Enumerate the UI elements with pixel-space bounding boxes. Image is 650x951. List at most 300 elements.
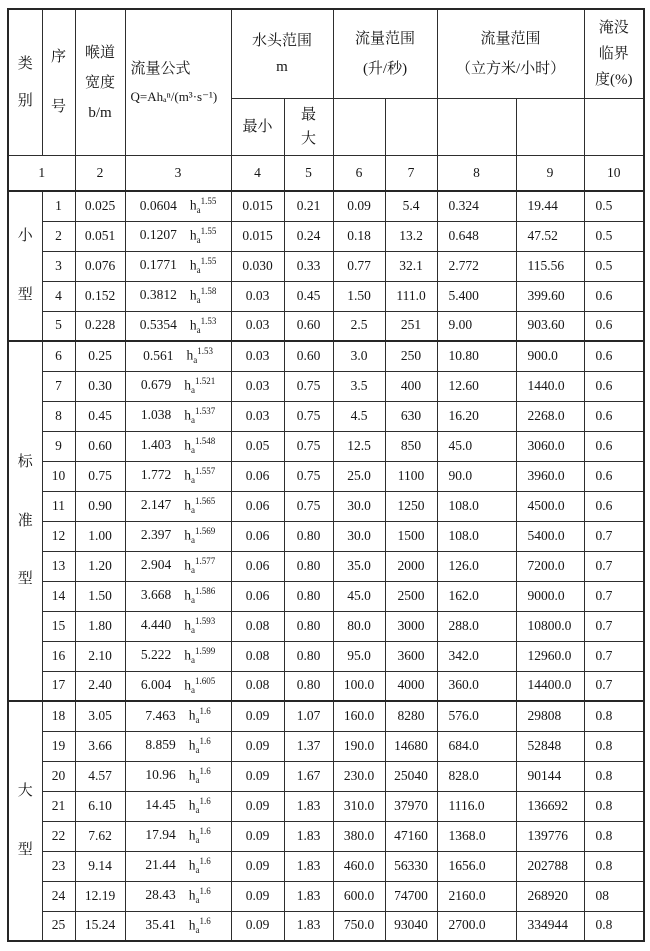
formula-cell	[125, 911, 231, 941]
flow-lps-min-cell: 0.18	[333, 221, 385, 251]
throat-width-cell: 2.40	[75, 671, 125, 701]
table-row	[8, 341, 644, 371]
formula-cell	[125, 401, 231, 431]
header-serial	[42, 9, 75, 156]
flow-m3h-max-cell: 139776	[516, 821, 584, 851]
serial-cell: 18	[42, 701, 75, 731]
head-max-cell: 0.80	[284, 551, 333, 581]
flow-lps-min-cell: 600.0	[333, 881, 385, 911]
header-submergence-line: 度(%)	[595, 72, 633, 88]
category-char: 型	[17, 287, 33, 303]
throat-width-cell: 9.14	[75, 851, 125, 881]
serial-cell: 20	[42, 761, 75, 791]
head-max-cell: 0.75	[284, 401, 333, 431]
flow-lps-min-cell: 3.0	[333, 341, 385, 371]
header-flow-lps-min-cell	[333, 99, 385, 156]
flow-m3h-max-cell: 14400.0	[516, 671, 584, 701]
head-max-cell: 0.45	[284, 281, 333, 311]
flow-m3h-max-cell: 268920	[516, 881, 584, 911]
submergence-cell: 0.7	[584, 551, 644, 581]
serial-cell: 6	[42, 341, 75, 371]
table-row	[8, 821, 644, 851]
flow-m3h-min-cell: 12.60	[437, 371, 516, 401]
formula-expression: 0.561 $h_a^{1.53}$	[143, 346, 213, 366]
flow-m3h-max-cell: 3060.0	[516, 431, 584, 461]
formula-cell	[125, 311, 231, 341]
table-row	[8, 791, 644, 821]
submergence-cell: 0.8	[584, 791, 644, 821]
flow-lps-min-cell: 190.0	[333, 731, 385, 761]
column-number: 10	[584, 156, 644, 192]
formula-cell	[125, 611, 231, 641]
formula-expression: 28.43 $h_a^{1.6}$	[145, 885, 211, 905]
submergence-cell: 0.7	[584, 611, 644, 641]
throat-width-cell: 3.66	[75, 731, 125, 761]
column-number: 2	[75, 156, 125, 192]
flow-m3h-min-cell: 360.0	[437, 671, 516, 701]
flow-lps-min-cell: 95.0	[333, 641, 385, 671]
throat-width-cell: 7.62	[75, 821, 125, 851]
flow-m3h-max-cell: 334944	[516, 911, 584, 941]
flow-lps-max-cell: 400	[385, 371, 437, 401]
serial-cell: 23	[42, 851, 75, 881]
category-char: 标	[17, 453, 33, 470]
throat-width-cell: 2.10	[75, 641, 125, 671]
throat-width-cell: 3.05	[75, 701, 125, 731]
flow-m3h-min-cell: 2.772	[437, 251, 516, 281]
flow-lps-max-cell: 3000	[385, 611, 437, 641]
head-min-cell: 0.03	[231, 401, 284, 431]
formula-expression: 2.397 $h_a^{1.569}$	[140, 525, 216, 545]
formula-expression: 10.96 $h_a^{1.6}$	[145, 765, 211, 785]
formula-cell	[125, 851, 231, 881]
category-label	[9, 453, 42, 589]
table-row	[8, 521, 644, 551]
throat-width-cell: 0.152	[75, 281, 125, 311]
head-min-cell: 0.030	[231, 251, 284, 281]
head-min-cell: 0.09	[231, 851, 284, 881]
formula-expression: 35.41 $h_a^{1.6}$	[145, 915, 211, 935]
flow-lps-max-cell: 13.2	[385, 221, 437, 251]
column-number: 6	[333, 156, 385, 192]
submergence-cell: 0.8	[584, 761, 644, 791]
head-min-cell: 0.015	[231, 221, 284, 251]
formula-expression: 0.5354 $h_a^{1.53}$	[139, 315, 217, 335]
head-min-cell: 0.06	[231, 461, 284, 491]
header-row-main	[8, 9, 644, 99]
table-row	[8, 701, 644, 731]
flow-lps-min-cell: 2.5	[333, 311, 385, 341]
flow-m3h-max-cell: 5400.0	[516, 521, 584, 551]
flow-lps-min-cell: 30.0	[333, 491, 385, 521]
category-char: 准	[17, 512, 33, 529]
formula-expression: 1.403 $h_a^{1.548}$	[140, 435, 216, 455]
flow-m3h-min-cell: 162.0	[437, 581, 516, 611]
serial-cell: 1	[42, 191, 75, 221]
flow-lps-max-cell: 1250	[385, 491, 437, 521]
throat-width-cell: 0.228	[75, 311, 125, 341]
header-serial-char: 序	[50, 49, 66, 66]
flow-lps-max-cell: 37970	[385, 791, 437, 821]
throat-width-cell: 1.50	[75, 581, 125, 611]
formula-expression: 0.1207 $h_a^{1.55}$	[139, 225, 217, 245]
flow-m3h-min-cell: 342.0	[437, 641, 516, 671]
flow-lps-min-cell: 310.0	[333, 791, 385, 821]
header-flow-formula	[125, 9, 231, 156]
column-number: 4	[231, 156, 284, 192]
flow-lps-max-cell: 630	[385, 401, 437, 431]
table-row	[8, 881, 644, 911]
flow-lps-max-cell: 25040	[385, 761, 437, 791]
head-max-cell: 0.75	[284, 431, 333, 461]
serial-cell: 21	[42, 791, 75, 821]
flow-m3h-min-cell: 1116.0	[437, 791, 516, 821]
head-min-cell: 0.08	[231, 611, 284, 641]
header-head-range-title: 水头范围	[252, 33, 313, 49]
flow-lps-min-cell: 4.5	[333, 401, 385, 431]
formula-cell	[125, 281, 231, 311]
flow-lps-min-cell: 0.77	[333, 251, 385, 281]
head-min-cell: 0.09	[231, 701, 284, 731]
flow-m3h-max-cell: 52848	[516, 731, 584, 761]
throat-width-cell: 1.80	[75, 611, 125, 641]
formula-expression: 1.038 $h_a^{1.537}$	[140, 405, 216, 425]
submergence-cell: 0.6	[584, 491, 644, 521]
submergence-cell: 0.6	[584, 341, 644, 371]
formula-cell	[125, 791, 231, 821]
submergence-cell: 0.7	[584, 641, 644, 671]
formula-expression: 8.859 $h_a^{1.6}$	[145, 735, 211, 755]
submergence-cell: 0.7	[584, 581, 644, 611]
flow-lps-min-cell: 380.0	[333, 821, 385, 851]
throat-width-cell: 0.45	[75, 401, 125, 431]
head-max-cell: 1.83	[284, 881, 333, 911]
table-body	[8, 191, 644, 941]
formula-cell	[125, 191, 231, 221]
throat-width-cell: 12.19	[75, 881, 125, 911]
head-min-cell: 0.06	[231, 521, 284, 551]
submergence-cell: 0.8	[584, 911, 644, 941]
head-max-cell: 0.80	[284, 611, 333, 641]
flow-m3h-max-cell: 3960.0	[516, 461, 584, 491]
head-max-cell: 0.60	[284, 311, 333, 341]
flow-lps-max-cell: 4000	[385, 671, 437, 701]
head-min-cell: 0.06	[231, 551, 284, 581]
table-row	[8, 491, 644, 521]
formula-cell	[125, 461, 231, 491]
header-head-max	[284, 99, 333, 156]
flow-m3h-min-cell: 0.324	[437, 191, 516, 221]
table-row	[8, 581, 644, 611]
formula-cell	[125, 581, 231, 611]
serial-cell: 16	[42, 641, 75, 671]
head-min-cell: 0.06	[231, 581, 284, 611]
header-flow-lps-unit: (升/秒)	[362, 61, 408, 77]
submergence-cell: 0.5	[584, 251, 644, 281]
flow-lps-min-cell: 160.0	[333, 701, 385, 731]
head-min-cell: 0.09	[231, 911, 284, 941]
formula-expression: 4.440 $h_a^{1.593}$	[140, 615, 216, 635]
formula-cell	[125, 431, 231, 461]
column-number-row	[8, 156, 644, 192]
header-serial-char: 号	[50, 99, 66, 115]
column-number: 3	[125, 156, 231, 192]
header-flow-m3h-unit: （立方米/小时）	[455, 61, 566, 77]
serial-cell: 24	[42, 881, 75, 911]
throat-width-cell: 0.025	[75, 191, 125, 221]
flow-lps-min-cell: 0.09	[333, 191, 385, 221]
flow-m3h-min-cell: 1368.0	[437, 821, 516, 851]
submergence-cell: 0.8	[584, 731, 644, 761]
formula-cell	[125, 251, 231, 281]
submergence-cell: 0.6	[584, 281, 644, 311]
flow-lps-max-cell: 3600	[385, 641, 437, 671]
header-category-char: 别	[17, 92, 33, 109]
header-head-range	[231, 9, 333, 99]
throat-width-cell: 0.25	[75, 341, 125, 371]
header-flow-range-m3h	[437, 9, 584, 99]
table-row	[8, 311, 644, 341]
flow-lps-max-cell: 56330	[385, 851, 437, 881]
throat-width-cell: 0.60	[75, 431, 125, 461]
flow-m3h-min-cell: 9.00	[437, 311, 516, 341]
serial-cell: 2	[42, 221, 75, 251]
table-row	[8, 401, 644, 431]
head-min-cell: 0.09	[231, 791, 284, 821]
head-max-cell: 0.33	[284, 251, 333, 281]
header-head-max-char: 最	[301, 107, 317, 123]
formula-expression: 0.0604 $h_a^{1.55}$	[139, 196, 217, 216]
serial-cell: 11	[42, 491, 75, 521]
formula-expression: 6.004 $h_a^{1.605}$	[140, 675, 216, 695]
column-number: 1	[8, 156, 75, 192]
throat-width-cell: 4.57	[75, 761, 125, 791]
flow-m3h-max-cell: 90144	[516, 761, 584, 791]
flow-m3h-max-cell: 29808	[516, 701, 584, 731]
flow-m3h-min-cell: 0.648	[437, 221, 516, 251]
head-min-cell: 0.06	[231, 491, 284, 521]
flow-lps-min-cell: 460.0	[333, 851, 385, 881]
flow-lps-max-cell: 250	[385, 341, 437, 371]
formula-expression: 17.94 $h_a^{1.6}$	[145, 825, 211, 845]
flow-lps-max-cell: 5.4	[385, 191, 437, 221]
formula-expression: 0.3812 $h_a^{1.58}$	[139, 285, 217, 305]
head-min-cell: 0.03	[231, 311, 284, 341]
submergence-cell: 0.8	[584, 701, 644, 731]
serial-cell: 3	[42, 251, 75, 281]
table-row	[8, 461, 644, 491]
flow-lps-max-cell: 47160	[385, 821, 437, 851]
header-throat-line2: 宽度	[84, 74, 115, 91]
formula-cell	[125, 701, 231, 731]
head-min-cell: 0.05	[231, 431, 284, 461]
table-row	[8, 641, 644, 671]
submergence-cell: 0.8	[584, 821, 644, 851]
submergence-cell: 0.5	[584, 221, 644, 251]
formula-cell	[125, 641, 231, 671]
throat-width-cell: 0.076	[75, 251, 125, 281]
flow-lps-min-cell: 230.0	[333, 761, 385, 791]
header-submergence-line: 临界	[598, 46, 629, 62]
flow-m3h-max-cell: 903.60	[516, 311, 584, 341]
flow-m3h-max-cell: 900.0	[516, 341, 584, 371]
header-head-max-char: 大	[301, 131, 317, 147]
header-head-range-unit: m	[276, 59, 288, 75]
formula-cell	[125, 731, 231, 761]
serial-cell: 22	[42, 821, 75, 851]
throat-width-cell: 6.10	[75, 791, 125, 821]
header-flow-lps-title: 流量范围	[355, 31, 416, 47]
table-row	[8, 671, 644, 701]
head-max-cell: 1.83	[284, 791, 333, 821]
formula-expression: 2.147 $h_a^{1.565}$	[140, 495, 216, 515]
flow-m3h-max-cell: 136692	[516, 791, 584, 821]
head-max-cell: 1.83	[284, 911, 333, 941]
category-label	[9, 227, 42, 305]
flow-m3h-max-cell: 12960.0	[516, 641, 584, 671]
formula-cell	[125, 221, 231, 251]
throat-width-cell: 15.24	[75, 911, 125, 941]
flow-m3h-max-cell: 19.44	[516, 191, 584, 221]
table-row	[8, 281, 644, 311]
flow-lps-max-cell: 2500	[385, 581, 437, 611]
throat-width-cell: 0.75	[75, 461, 125, 491]
flow-m3h-max-cell: 9000.0	[516, 581, 584, 611]
head-min-cell: 0.015	[231, 191, 284, 221]
submergence-cell: 0.6	[584, 401, 644, 431]
head-min-cell: 0.08	[231, 641, 284, 671]
category-cell-standard	[8, 341, 42, 701]
formula-cell	[125, 671, 231, 701]
flow-m3h-min-cell: 108.0	[437, 521, 516, 551]
flow-m3h-min-cell: 10.80	[437, 341, 516, 371]
flow-lps-max-cell: 74700	[385, 881, 437, 911]
throat-width-cell: 1.20	[75, 551, 125, 581]
table-row	[8, 431, 644, 461]
formula-expression: 0.1771 $h_a^{1.55}$	[139, 255, 217, 275]
head-max-cell: 1.83	[284, 821, 333, 851]
category-char: 型	[17, 842, 33, 858]
flow-m3h-max-cell: 115.56	[516, 251, 584, 281]
flow-lps-max-cell: 1100	[385, 461, 437, 491]
flow-m3h-max-cell: 4500.0	[516, 491, 584, 521]
flow-m3h-max-cell: 202788	[516, 851, 584, 881]
flow-lps-min-cell: 1.50	[333, 281, 385, 311]
flow-lps-min-cell: 30.0	[333, 521, 385, 551]
table-row	[8, 611, 644, 641]
serial-cell: 12	[42, 521, 75, 551]
formula-cell	[125, 521, 231, 551]
head-max-cell: 1.07	[284, 701, 333, 731]
serial-cell: 4	[42, 281, 75, 311]
table-row	[8, 221, 644, 251]
head-min-cell: 0.03	[231, 371, 284, 401]
flow-m3h-min-cell: 16.20	[437, 401, 516, 431]
formula-expression: 5.222 $h_a^{1.599}$	[140, 645, 216, 665]
flow-lps-max-cell: 8280	[385, 701, 437, 731]
flow-m3h-max-cell: 1440.0	[516, 371, 584, 401]
flow-m3h-min-cell: 828.0	[437, 761, 516, 791]
flume-flow-spec-table	[7, 8, 645, 942]
serial-cell: 15	[42, 611, 75, 641]
formula-expression: 21.44 $h_a^{1.6}$	[145, 855, 211, 875]
flow-m3h-min-cell: 684.0	[437, 731, 516, 761]
throat-width-cell: 0.051	[75, 221, 125, 251]
flow-lps-max-cell: 111.0	[385, 281, 437, 311]
header-submergence-sub-cell	[584, 99, 644, 156]
head-max-cell: 1.37	[284, 731, 333, 761]
header-formula-title: 流量公式	[130, 60, 191, 77]
formula-expression: 3.668 $h_a^{1.586}$	[140, 585, 216, 605]
table-row	[8, 251, 644, 281]
head-max-cell: 0.75	[284, 491, 333, 521]
submergence-cell: 0.5	[584, 191, 644, 221]
serial-cell: 8	[42, 401, 75, 431]
column-number: 7	[385, 156, 437, 192]
serial-cell: 10	[42, 461, 75, 491]
flow-m3h-min-cell: 126.0	[437, 551, 516, 581]
flow-m3h-max-cell: 399.60	[516, 281, 584, 311]
flow-lps-min-cell: 100.0	[333, 671, 385, 701]
submergence-cell: 0.8	[584, 851, 644, 881]
flow-lps-min-cell: 3.5	[333, 371, 385, 401]
throat-width-cell: 1.00	[75, 521, 125, 551]
formula-expression: 14.45 $h_a^{1.6}$	[145, 795, 211, 815]
serial-cell: 19	[42, 731, 75, 761]
header-flow-lps-max-cell	[385, 99, 437, 156]
flow-lps-min-cell: 80.0	[333, 611, 385, 641]
serial-cell: 7	[42, 371, 75, 401]
table-row	[8, 761, 644, 791]
head-min-cell: 0.08	[231, 671, 284, 701]
flow-lps-max-cell: 2000	[385, 551, 437, 581]
serial-cell: 5	[42, 311, 75, 341]
serial-cell: 17	[42, 671, 75, 701]
formula-cell	[125, 761, 231, 791]
formula-expression: 2.904 $h_a^{1.577}$	[140, 555, 216, 575]
flow-m3h-min-cell: 288.0	[437, 611, 516, 641]
throat-width-cell: 0.30	[75, 371, 125, 401]
submergence-cell: 0.6	[584, 371, 644, 401]
head-min-cell: 0.09	[231, 731, 284, 761]
head-max-cell: 0.80	[284, 671, 333, 701]
category-char: 大	[17, 783, 33, 800]
formula-cell	[125, 371, 231, 401]
serial-cell: 14	[42, 581, 75, 611]
table-row	[8, 851, 644, 881]
flow-lps-min-cell: 12.5	[333, 431, 385, 461]
flow-m3h-max-cell: 2268.0	[516, 401, 584, 431]
header-flow-m3h-title: 流量范围	[480, 31, 541, 47]
formula-cell	[125, 881, 231, 911]
table-row	[8, 191, 644, 221]
header-flow-m3h-max-cell	[516, 99, 584, 156]
head-min-cell: 0.03	[231, 341, 284, 371]
flow-m3h-min-cell: 5.400	[437, 281, 516, 311]
category-label	[9, 782, 42, 860]
header-throat-line1: 喉道	[84, 44, 115, 61]
submergence-cell: 0.6	[584, 461, 644, 491]
flow-lps-min-cell: 25.0	[333, 461, 385, 491]
flow-m3h-min-cell: 1656.0	[437, 851, 516, 881]
formula-cell	[125, 491, 231, 521]
head-max-cell: 0.75	[284, 461, 333, 491]
serial-cell: 13	[42, 551, 75, 581]
header-flow-range-lps	[333, 9, 437, 99]
header-throat-unit: b/m	[88, 104, 112, 121]
head-max-cell: 0.60	[284, 341, 333, 371]
submergence-cell: 0.7	[584, 521, 644, 551]
